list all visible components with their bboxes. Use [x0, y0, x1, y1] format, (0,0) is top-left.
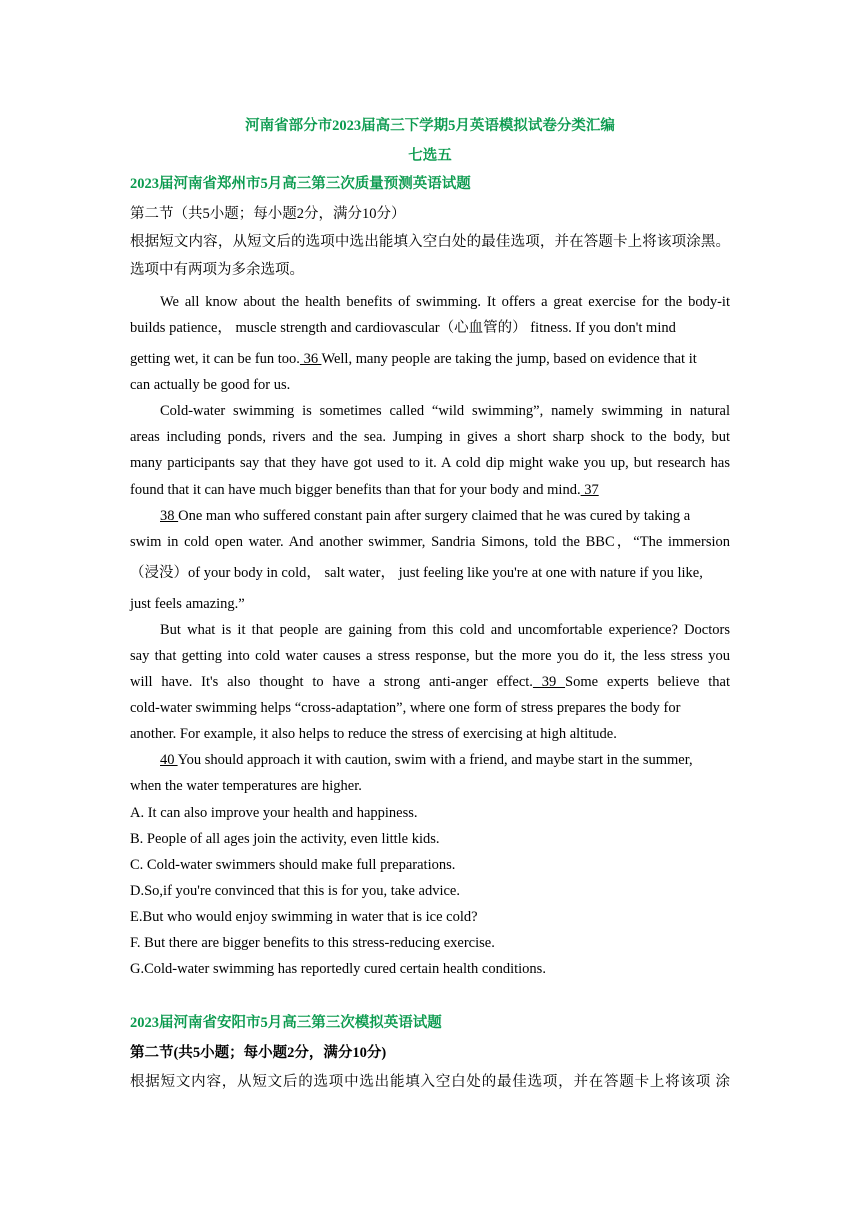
p4-line3: will have. It's also thought to have a strong anti-anger effect. 39 Some experts believe that [130, 674, 730, 690]
section1-part: 第二节（共5小题；每小题2分，满分10分） [130, 206, 406, 222]
blank-40: 40 [160, 752, 178, 768]
section1-heading: 2023届河南省郑州市5月高三第三次质量预测英语试题 [130, 176, 471, 192]
p1-line2: builds patience， muscle strength and cardiovascular（心血管的） fitness. If you don't mind [130, 320, 676, 336]
option-d: D.So,if you're convinced that this is for you, take advice. [130, 883, 460, 899]
p5-line2: when the water temperatures are higher. [130, 778, 362, 794]
blank-36: 36 [299, 351, 322, 367]
option-g: G.Cold-water swimming has reportedly cured certain health conditions. [130, 961, 546, 977]
p1-line1: We all know about the health benefits of swimming. It offers a great exercise for the body-it [160, 294, 730, 310]
document-title: 河南省部分市2023届高三下学期5月英语模拟试卷分类汇编 [245, 118, 615, 134]
option-a: A. It can also improve your health and happiness. [130, 805, 418, 821]
blank-37: 37 [580, 482, 599, 498]
document-subtitle: 七选五 [408, 148, 452, 164]
p4-line2: say that getting into cold water causes a stress response, but the more you do it, the less stress you [130, 648, 730, 664]
p3-line3: （浸没）of your body in cold， salt water， just feeling like you're at one with nature if you like, [130, 565, 703, 581]
option-f: F. But there are bigger benefits to this stress-reducing exercise. [130, 935, 495, 951]
p2-line4: found that it can have much bigger benefits than that for your body and mind. 37 [130, 482, 599, 498]
p4-line1: But what is it that people are gaining from this cold and uncomfortable experience? Doctors [160, 622, 730, 638]
section1-instruction-line2: 选项中有两项为多余选项。 [130, 262, 304, 278]
p2-line3: many participants say that they have got used to it. A cold dip might wake you up, but research has [130, 455, 730, 471]
section2-instruction: 根据短文内容，从短文后的选项中选出能填入空白处的最佳选项，并在答题卡上将该项 涂 [130, 1074, 730, 1090]
blank-39: 39 [532, 674, 566, 690]
p3-line1: 38 One man who suffered constant pain after surgery claimed that he was cured by taking a [160, 508, 691, 524]
p5-line1: 40 You should approach it with caution, swim with a friend, and maybe start in the summer, [160, 752, 693, 768]
p2-line1: Cold-water swimming is sometimes called “wild swimming”, namely swimming in natural [160, 403, 730, 419]
option-b: B. People of all ages join the activity, even little kids. [130, 831, 440, 847]
p4-line5: another. For example, it also helps to reduce the stress of exercising at high altitude. [130, 726, 617, 742]
p3-line2: swim in cold open water. And another swimmer, Sandria Simons, told the BBC，“The immersion [130, 534, 730, 550]
section1-instruction-line1: 根据短文内容，从短文后的选项中选出能填入空白处的最佳选项，并在答题卡上将该项涂黑。 [130, 234, 730, 250]
section2-heading: 2023届河南省安阳市5月高三第三次模拟英语试题 [130, 1015, 442, 1031]
blank-38: 38 [160, 508, 179, 524]
option-e: E.But who would enjoy swimming in water that is ice cold? [130, 909, 478, 925]
p3-line4: just feels amazing.” [130, 596, 245, 612]
section2-part: 第二节(共5小题；每小题2分，满分10分) [130, 1045, 387, 1061]
p1-line4: can actually be good for us. [130, 377, 291, 393]
p1-line3: getting wet, it can be fun too. 36 Well, many people are taking the jump, based on evidence that it [130, 351, 697, 367]
p4-line4: cold-water swimming helps “cross-adaptation”, where one form of stress prepares the body for [130, 700, 681, 716]
p2-line2: areas including ponds, rivers and the sea. Jumping in gives a short sharp shock to the body, but [130, 429, 730, 445]
option-c: C. Cold-water swimmers should make full preparations. [130, 857, 456, 873]
